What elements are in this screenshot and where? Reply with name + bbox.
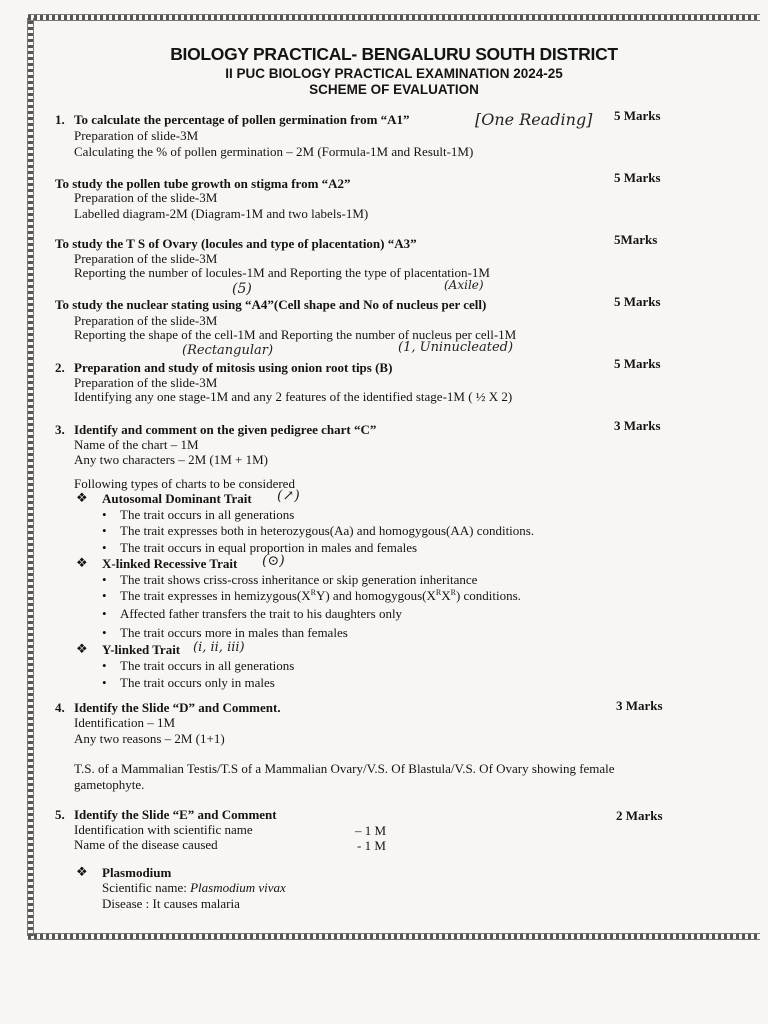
q1b-line1: Preparation of the slide-3M xyxy=(74,190,218,205)
q4-line4: gametophyte. xyxy=(74,777,145,792)
q2-line1: Preparation of the slide-3M xyxy=(74,375,218,390)
q3-number: 3. xyxy=(55,422,65,437)
q1b-line2: Labelled diagram-2M (Diagram-1M and two labels-1M) xyxy=(74,206,369,221)
q3-marks: 3 Marks xyxy=(614,418,661,433)
trait-type-handwritten-note: (i, ii, iii) xyxy=(193,640,245,655)
trait-point: • The trait occurs more in males than females xyxy=(120,625,348,641)
trait-point: • The trait occurs in equal proportion in males and females xyxy=(120,540,417,556)
q1d-title: To study the nuclear stating using “A4”(Cell shape and No of nucleus per cell) xyxy=(55,297,487,312)
q5-line1-value: – 1 M xyxy=(355,823,387,838)
q1b-marks: 5 Marks xyxy=(614,170,661,185)
decorative-border-bottom xyxy=(28,933,760,940)
q5-scientific-name: Scientific name: Plasmodium vivax xyxy=(102,880,286,895)
q1c-handwritten-locules: (5) xyxy=(232,281,252,297)
q1c-line2: Reporting the number of locules-1M and Reporting the type of placentation-1M xyxy=(74,265,490,280)
decorative-border-top xyxy=(28,14,760,21)
trait-point: • The trait shows criss-cross inheritance or skip generation inheritance xyxy=(120,572,477,588)
q1-handwritten-note: [One Reading] xyxy=(475,110,593,129)
q5-title: Identify the Slide “E” and Comment xyxy=(74,807,277,822)
q1-title: To calculate the percentage of pollen germination from “A1” xyxy=(74,112,410,127)
q1-line1: Preparation of slide-3M xyxy=(74,128,199,143)
q2-number: 2. xyxy=(55,360,65,375)
trait-type-name: X-linked Recessive Trait xyxy=(102,556,238,571)
q5-line2: Name of the disease caused xyxy=(74,837,218,852)
trait-type-handwritten-note: (⊙) xyxy=(262,553,285,569)
trait-point: • The trait occurs in all generations xyxy=(120,507,294,523)
q1-number: 1. xyxy=(55,112,65,127)
diamond-bullet-icon: ❖ xyxy=(76,864,88,879)
trait-point-hemizygous: • The trait expresses in $hemizygous(X^RY)$ and $homogygous(X^RX^R)$ conditions. xyxy=(120,588,521,604)
q4-marks: 3 Marks xyxy=(616,698,663,713)
q3-title: Identify and comment on the given pedigree chart “C” xyxy=(74,422,377,437)
q5-line2-value: - 1 M xyxy=(357,838,386,853)
q4-title: Identify the Slide “D” and Comment. xyxy=(74,700,281,715)
trait-point: • The trait occurs in all generations xyxy=(120,658,294,674)
q5-disease: Disease : It causes malaria xyxy=(102,896,240,911)
trait-type-handwritten-note: (↗) xyxy=(277,488,300,504)
document-subtitle: II PUC BIOLOGY PRACTICAL EXAMINATION 2024-25 xyxy=(225,66,563,81)
q1d-handwritten-shape: (Rectangular) xyxy=(182,343,274,358)
q5-marks: 2 Marks xyxy=(616,808,663,823)
diamond-bullet-icon: ❖ xyxy=(76,490,88,505)
q1d-handwritten-nucleus: (1, Uninucleated) xyxy=(398,340,514,355)
q1d-line1: Preparation of the slide-3M xyxy=(74,313,218,328)
q1b-title: To study the pollen tube growth on stigma from “A2” xyxy=(55,176,351,191)
document-title: BIOLOGY PRACTICAL- BENGALURU SOUTH DISTRICT xyxy=(170,44,618,64)
q1-line2: Calculating the % of pollen germination – 2M (Formula-1M and Result-1M) xyxy=(74,144,474,159)
trait-point: • Affected father transfers the trait to his daughters only xyxy=(120,606,402,622)
diamond-bullet-icon: ❖ xyxy=(76,555,88,570)
q4-line3: T.S. of a Mammalian Testis/T.S of a Mammalian Ovary/V.S. Of Blastula/V.S. Of Ovary showing female xyxy=(74,761,615,776)
document-scheme: SCHEME OF EVALUATION xyxy=(309,82,479,97)
q3-line3: Following types of charts to be considered xyxy=(74,476,295,491)
q4-line1: Identification – 1M xyxy=(74,715,176,730)
q3-line2: Any two characters – 2M (1M + 1M) xyxy=(74,452,268,467)
trait-type-name: Autosomal Dominant Trait xyxy=(102,491,252,506)
q1-marks: 5 Marks xyxy=(614,108,661,123)
diamond-bullet-icon: ❖ xyxy=(76,641,88,656)
q4-number: 4. xyxy=(55,700,65,715)
q2-line2: Identifying any one stage-1M and any 2 features of the identified stage-1M ( ½ X 2) xyxy=(74,389,513,404)
trait-type-name: Y-linked Trait xyxy=(102,642,181,657)
trait-point: • The trait expresses both in heterozygous(Aa) and homogygous(AA) conditions. xyxy=(120,523,534,539)
q1c-line1: Preparation of the slide-3M xyxy=(74,251,218,266)
decorative-border-left xyxy=(27,18,34,936)
q1c-handwritten-placentation: (Axile) xyxy=(444,278,484,292)
q5-line1: Identification with scientific name xyxy=(74,822,253,837)
trait-point: • The trait occurs only in males xyxy=(120,675,275,691)
q4-line2: Any two reasons – 2M (1+1) xyxy=(74,731,225,746)
q3-line1: Name of the chart – 1M xyxy=(74,437,199,452)
q5-organism: Plasmodium xyxy=(102,865,172,880)
q1c-title: To study the T S of Ovary (locules and type of placentation) “A3” xyxy=(55,236,417,251)
q1c-marks: 5Marks xyxy=(614,232,658,247)
q5-number: 5. xyxy=(55,807,65,822)
q2-marks: 5 Marks xyxy=(614,356,661,371)
q2-title: Preparation and study of mitosis using onion root tips (B) xyxy=(74,360,393,375)
q1d-line2: Reporting the shape of the cell-1M and Reporting the number of nucleus per cell-1M xyxy=(74,327,517,342)
q1d-marks: 5 Marks xyxy=(614,294,661,309)
